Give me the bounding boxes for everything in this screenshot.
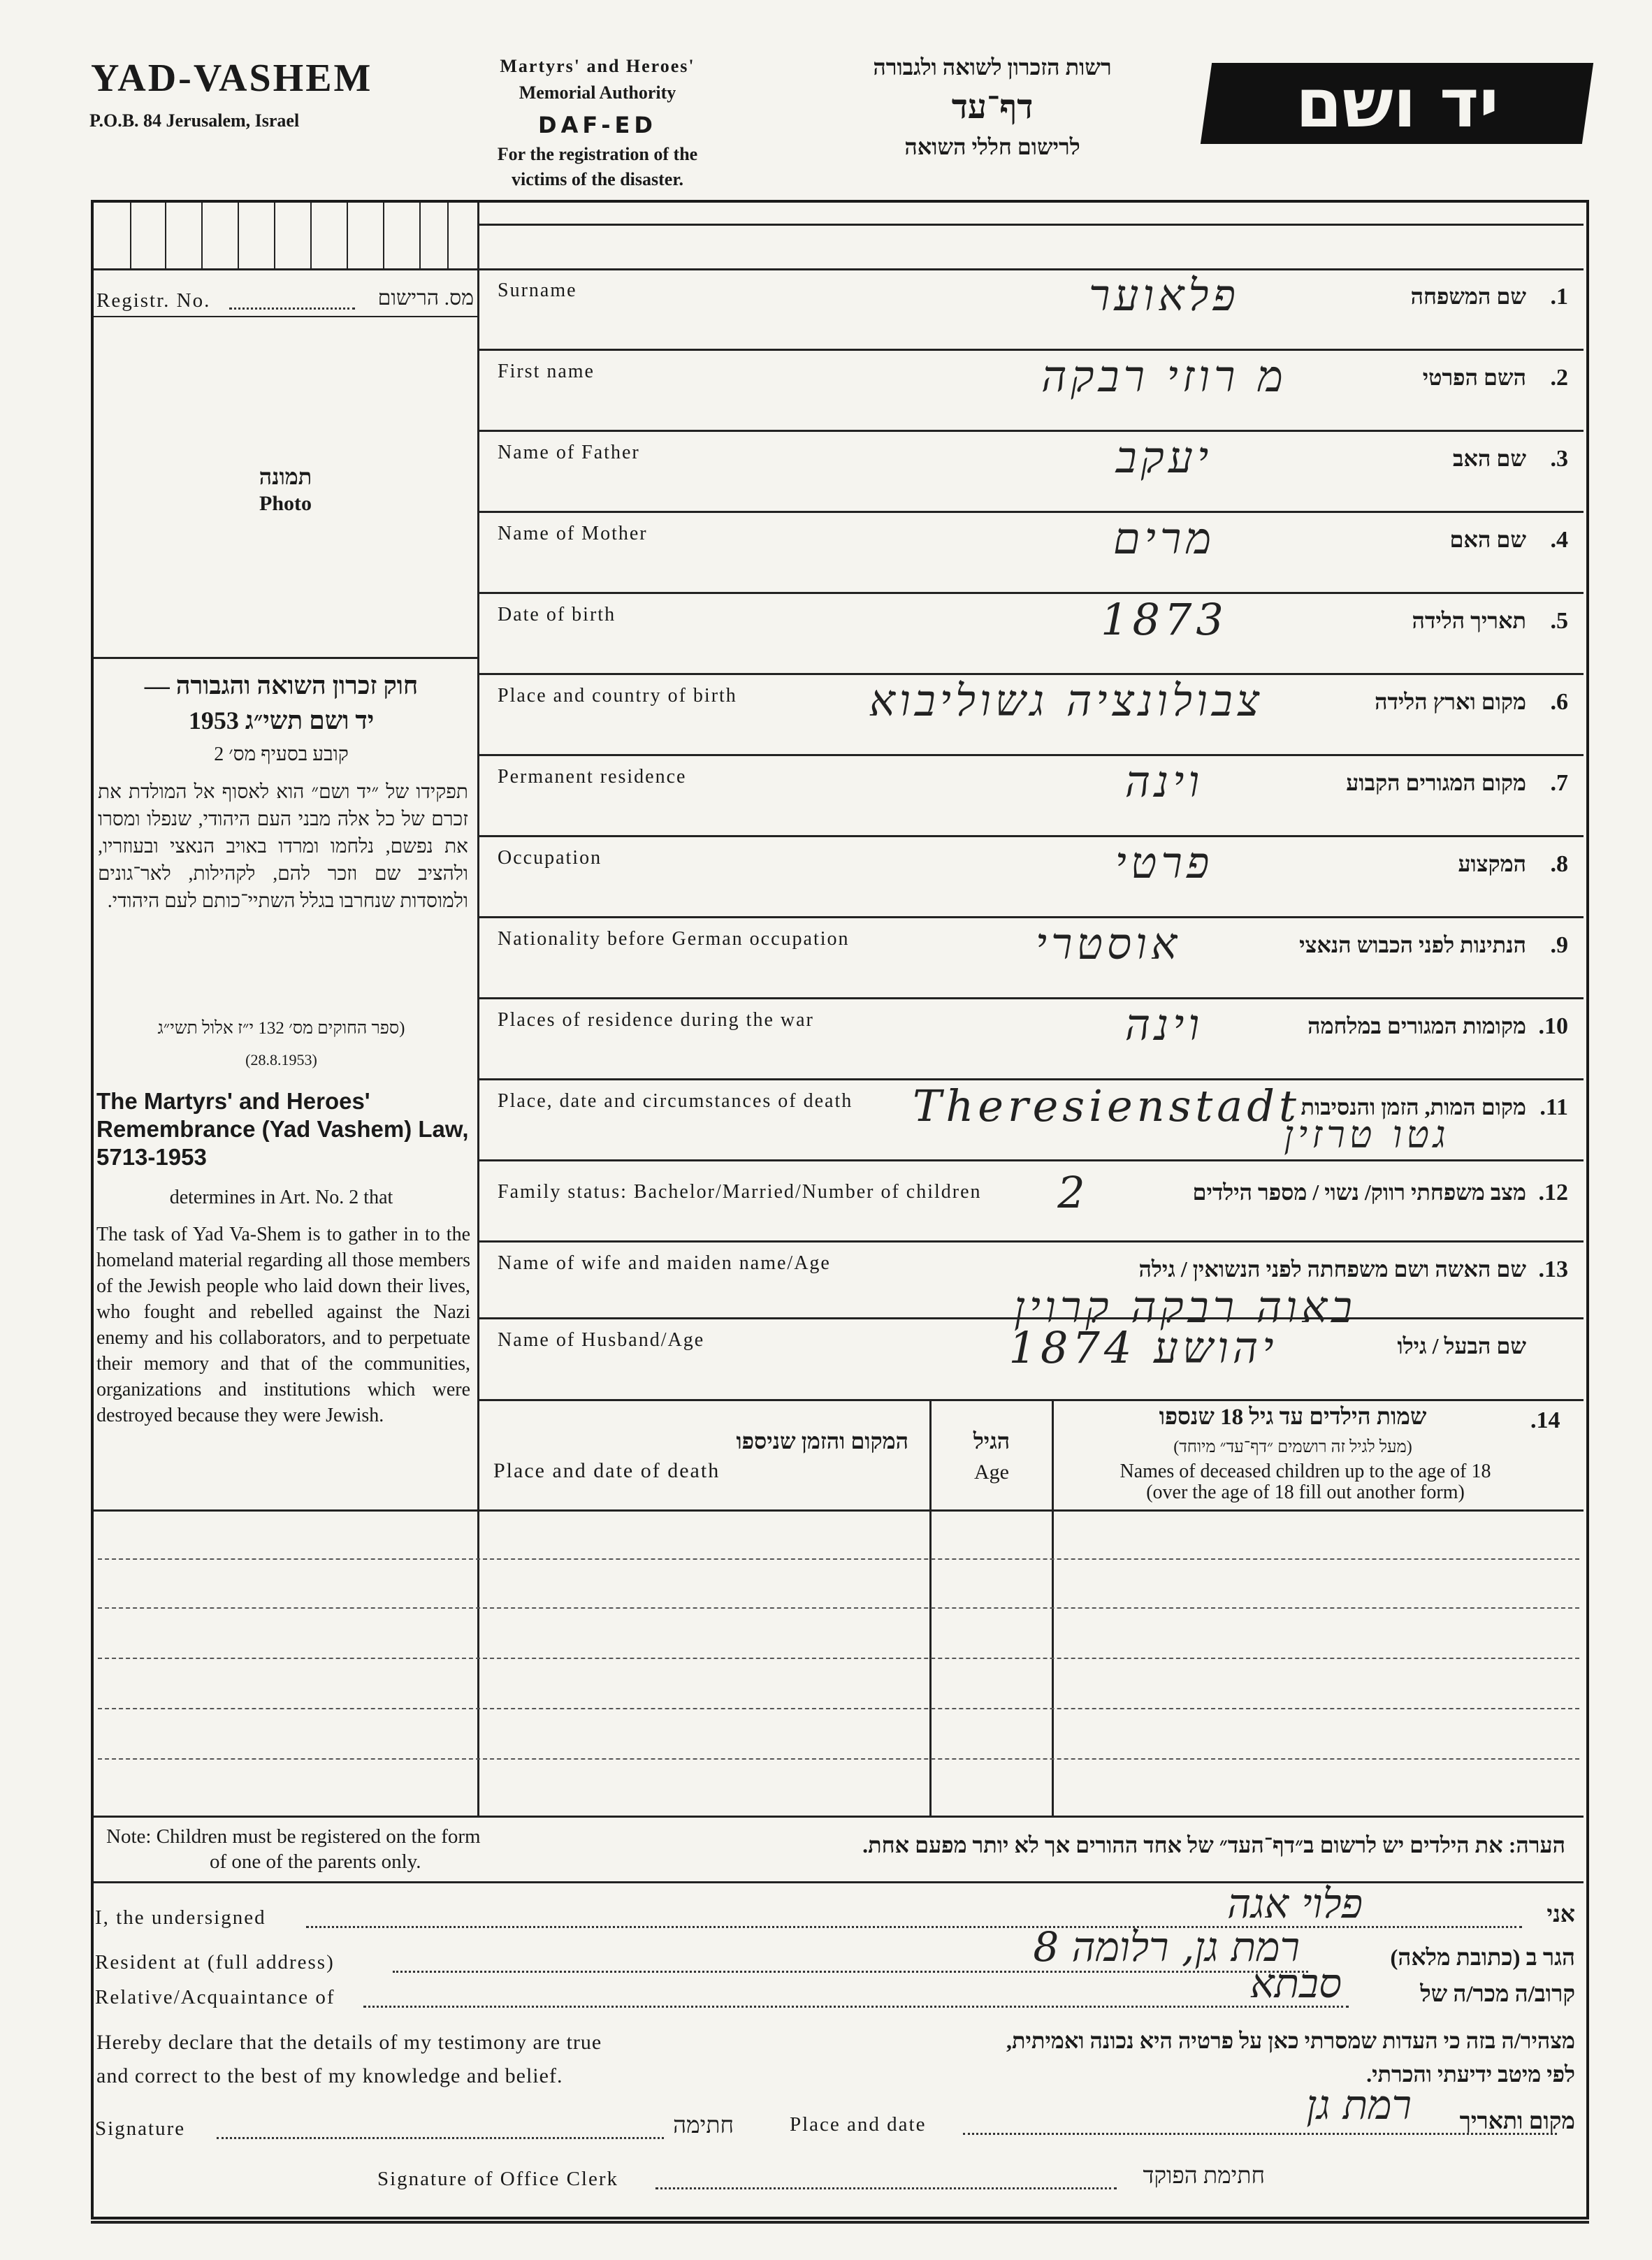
declare-en-1: Hereby declare that the details of my testimony are true xyxy=(96,2031,602,2054)
org-address-en: P.O.B. 84 Jerusalem, Israel xyxy=(89,110,300,131)
children-note-he: (מעל לגיל זה רושמים ״דף־עד״ מיוחד) xyxy=(1173,1438,1412,1456)
field-label-he: מקום המות, הזמן והנסיבות xyxy=(1300,1094,1526,1120)
children-num: .14 xyxy=(1530,1407,1560,1433)
law-determines-en: determines in Art. No. 2 that xyxy=(169,1187,393,1208)
registr-label-he: מס. הרישום xyxy=(377,287,474,310)
relative-value[interactable]: סבתא xyxy=(1249,1960,1342,2007)
field-label-en: Name of Mother xyxy=(498,523,648,544)
signature-he: חתימה xyxy=(673,2113,734,2138)
field-row-4[interactable] xyxy=(479,513,1584,594)
declare-en-2: and correct to the best of my knowledge and belief. xyxy=(96,2064,563,2087)
field-row-6[interactable] xyxy=(479,675,1584,756)
note-en-1: Note: Children must be registered on the form xyxy=(106,1825,481,1848)
field-label-en: Surname xyxy=(498,280,577,301)
field-number: .2 xyxy=(1550,365,1568,391)
reg-tick-10 xyxy=(447,203,449,268)
reg-tick-1 xyxy=(130,203,131,268)
field-label-en: Permanent residence xyxy=(498,766,687,788)
field-value-2[interactable]: גטו טרזין xyxy=(1284,1113,1450,1157)
relative-en: Relative/Acquaintance of xyxy=(95,1986,335,2008)
resident-en: Resident at (full address) xyxy=(95,1951,335,1973)
daf-ed-he: דף־עד xyxy=(951,89,1034,126)
field-value[interactable]: באוה רבקה קרוין xyxy=(1013,1282,1357,1333)
field-value[interactable]: וינה xyxy=(1124,756,1204,807)
bottom-double-rule xyxy=(91,2221,1589,2224)
field-label-en: Date of birth xyxy=(498,604,616,625)
place-date-en: Place and date xyxy=(790,2113,927,2136)
purpose-he: לרישום חללי השואה xyxy=(904,134,1080,159)
logo-text: יד ושם xyxy=(1295,64,1499,143)
field-value[interactable]: אוסטרי xyxy=(1035,918,1182,969)
children-names-en: Names of deceased children up to the age of 18 xyxy=(1120,1461,1491,1482)
field-label-he: שם הבעל / גילו xyxy=(1397,1333,1526,1359)
field-label-en: Places of residence during the war xyxy=(498,1009,814,1031)
field-label-en: Occupation xyxy=(498,847,602,869)
field-label-en: Name of Husband/Age xyxy=(498,1329,705,1351)
children-row-1[interactable] xyxy=(98,1558,1579,1560)
field-number: .9 xyxy=(1550,932,1568,958)
registr-underline xyxy=(94,316,477,317)
field-row-14[interactable] xyxy=(479,1319,1584,1399)
table-header-bottom xyxy=(94,1509,1584,1512)
field-value[interactable]: פלאוער xyxy=(1088,270,1240,321)
law-name-he: יד ושם תשי״ג 1953 xyxy=(188,707,375,734)
field-value[interactable]: Theresienstadt xyxy=(913,1080,1300,1131)
law-article-he: קובע בסעיף מס׳ 2 xyxy=(214,744,349,765)
field-number: .10 xyxy=(1538,1013,1568,1039)
children-row-3[interactable] xyxy=(98,1658,1579,1659)
undersigned-value[interactable]: פלוי אגה xyxy=(1227,1880,1363,1927)
children-names-en2: (over the age of 18 fill out another form) xyxy=(1146,1482,1465,1503)
law-text-en: The task of Yad Va-Shem is to gather in to the homeland material regarding all those members of the Jewish people who laid down their lives, who fought and rebelled against the Nazi enemy and his collaborators, and to perpetuate their memory and that of the communities, organizations and institutions which were destroyed because they were Jewish. xyxy=(96,1224,470,1426)
field-row-11[interactable] xyxy=(479,1080,1584,1161)
note-he: הערה: את הילדים יש לרשום ב״דף־העד״ של אחד ההורים אך לא יותר מפעם אחת. xyxy=(862,1832,1565,1857)
field-number: .7 xyxy=(1550,770,1568,796)
field-value[interactable]: צבולונציה גשוליבוא xyxy=(869,675,1264,726)
field-value[interactable]: יהושע 1874 xyxy=(1008,1322,1278,1373)
authority-he: רשות הזכרון לשואה ולגבורה xyxy=(873,55,1112,80)
resident-value[interactable]: רמת גן, רלומה 8 xyxy=(1033,1923,1300,1971)
authority-line1: Martyrs' and Heroes' xyxy=(500,56,695,76)
signature-en: Signature xyxy=(95,2117,186,2140)
undersigned-he: אני xyxy=(1546,1902,1575,1927)
field-number: .13 xyxy=(1538,1256,1568,1282)
field-label-he: מקומות המגורים במלחמה xyxy=(1307,1013,1526,1038)
law-text-he: תפקידו של ״יד ושם״ הוא לאסוף אל המולדת את זכרם של כל אלה מבני העם היהודי, שנפלו ומסרו את נפשם, נלחמו ומרדו באויב הנאצי ובעוזריו, ולהציב שם וזכר להם, לקהילות, לאר־גונים ולמוסדות שנחרבו בגלל השתיי־כותם לעם היהודי. xyxy=(98,781,468,912)
reg-tick-7 xyxy=(347,203,348,268)
field-label-he: המקצוע xyxy=(1458,851,1526,876)
field-number: .3 xyxy=(1550,446,1568,472)
photo-bottom xyxy=(94,657,477,659)
children-place-he: המקום והזמן שניספו xyxy=(736,1428,908,1454)
right-top-line xyxy=(479,224,1584,226)
clerk-en: Signature of Office Clerk xyxy=(377,2168,619,2190)
field-label-he: מצב משפחתי רווק/ נשוי / מספר הילדים xyxy=(1192,1180,1526,1205)
photo-label-en: Photo xyxy=(259,492,312,515)
field-row-2[interactable] xyxy=(479,351,1584,432)
field-value[interactable]: 1873 xyxy=(1101,594,1228,645)
children-row-4[interactable] xyxy=(98,1708,1579,1709)
children-place-en: Place and date of death xyxy=(493,1459,720,1482)
note-en-2: of one of the parents only. xyxy=(210,1850,421,1873)
undersigned-en: I, the undersigned xyxy=(95,1906,266,1929)
field-value[interactable]: 2 xyxy=(1057,1167,1089,1218)
field-label-he: הנתינות לפני הכבוש הנאצי xyxy=(1299,932,1526,957)
reg-tick-6 xyxy=(310,203,312,268)
field-number: .1 xyxy=(1550,284,1568,310)
field-label-he: שם האב xyxy=(1453,446,1526,471)
field-value[interactable]: מ רוזי רבקה xyxy=(1041,351,1287,402)
field-number: .4 xyxy=(1550,527,1568,553)
field-value[interactable]: מרים xyxy=(1113,513,1216,564)
place-date-he: מקום ותאריך xyxy=(1459,2109,1575,2134)
field-number: .11 xyxy=(1539,1094,1568,1120)
field-row-12[interactable] xyxy=(479,1161,1584,1243)
children-age-he: הגיל xyxy=(973,1428,1010,1454)
reg-tick-5 xyxy=(274,203,275,268)
field-label-he: מקום המגורים הקבוע xyxy=(1346,770,1526,795)
reg-box-line xyxy=(94,268,477,270)
field-label-en: Family status: Bachelor/Married/Number of children xyxy=(498,1181,982,1203)
field-label-he: תאריך הלידה xyxy=(1412,608,1526,633)
field-row-9[interactable] xyxy=(479,918,1584,999)
field-label-en: First name xyxy=(498,361,595,382)
relative-he: קרוב/ה מכר/ה של xyxy=(1420,1982,1575,2007)
purpose-line1: For the registration of the xyxy=(497,144,698,164)
org-title-en: YAD-VASHEM xyxy=(91,57,373,100)
law-title-en: The Martyrs' and Heroes' Remembrance (Yad Vashem) Law, 5713-1953 xyxy=(96,1088,469,1170)
yad-vashem-logo xyxy=(1201,63,1593,144)
field-label-en: Place and country of birth xyxy=(498,685,737,707)
children-age-en: Age xyxy=(974,1461,1009,1484)
registr-label-en: Registr. No. xyxy=(96,289,211,312)
table-top xyxy=(479,1399,1584,1401)
resident-he: הגר ב (כתובת מלאה) xyxy=(1390,1946,1575,1971)
field-value[interactable]: יעקב xyxy=(1115,432,1213,483)
field-row-5[interactable] xyxy=(479,594,1584,675)
clerk-dots[interactable] xyxy=(655,2187,1117,2189)
photo-label-he: תמונה xyxy=(259,464,312,489)
field-label-en: Nationality before German occupation xyxy=(498,928,850,950)
field-label-en: Place, date and circumstances of death xyxy=(498,1090,853,1112)
place-date-value[interactable]: רמת גן xyxy=(1306,2081,1412,2129)
field-value[interactable]: וינה xyxy=(1124,999,1204,1050)
field-number: .6 xyxy=(1550,689,1568,715)
declare-he-1: מצהיר/ה בזה כי העדות שמסרתי כאן על פרטיה היא נכונה ואמיתית, xyxy=(1006,2028,1575,2053)
reg-tick-9 xyxy=(419,203,421,268)
law-date: (28.8.1953) xyxy=(245,1051,317,1069)
field-row-3[interactable] xyxy=(479,432,1584,513)
field-row-8[interactable] xyxy=(479,837,1584,918)
field-label-he: שם האם xyxy=(1449,527,1526,552)
law-ref-he: (ספר החוקים מס׳ 132 י״ז אלול תשי״ג xyxy=(157,1019,405,1038)
field-row-10[interactable] xyxy=(479,999,1584,1080)
field-number: .12 xyxy=(1538,1180,1568,1205)
field-label-he: שם האשה ושם משפחתה לפני הנשואין / גילה xyxy=(1138,1256,1526,1282)
field-row-7[interactable] xyxy=(479,756,1584,837)
reg-tick-2 xyxy=(165,203,166,268)
signature-dots[interactable] xyxy=(217,2137,664,2139)
table-bottom xyxy=(94,1816,1584,1818)
field-row-13[interactable] xyxy=(479,1243,1584,1333)
declare-he-2: לפי מיטב ידיעתי והכרתי. xyxy=(1366,2062,1575,2087)
field-number: .5 xyxy=(1550,608,1568,634)
field-label-he: מקום וארץ הלידה xyxy=(1375,689,1526,714)
reg-tick-3 xyxy=(201,203,203,268)
reg-tick-8 xyxy=(383,203,384,268)
purpose-line2: victims of the disaster. xyxy=(511,169,683,189)
field-row-1[interactable] xyxy=(479,270,1584,351)
children-title-he: שמות הילדים עד גיל 18 שנספו xyxy=(1159,1405,1427,1430)
field-label-en: Name of wife and maiden name/Age xyxy=(498,1252,831,1274)
authority-line2: Memorial Authority xyxy=(519,82,676,103)
field-value[interactable]: פרטי xyxy=(1115,837,1214,888)
field-label-he: השם הפרטי xyxy=(1422,365,1526,390)
law-title-he: חוק זכרון השואה והגבורה — xyxy=(144,672,419,700)
children-row-2[interactable] xyxy=(98,1607,1579,1609)
clerk-he: חתימת הפוקד xyxy=(1143,2164,1265,2189)
field-number: .8 xyxy=(1550,851,1568,877)
registr-dots xyxy=(229,307,355,310)
reg-tick-4 xyxy=(238,203,239,268)
field-label-en: Name of Father xyxy=(498,442,640,463)
children-row-5[interactable] xyxy=(98,1758,1579,1760)
field-label-he: שם המשפחה xyxy=(1410,284,1526,309)
daf-ed-title: DAF-ED xyxy=(538,112,657,138)
